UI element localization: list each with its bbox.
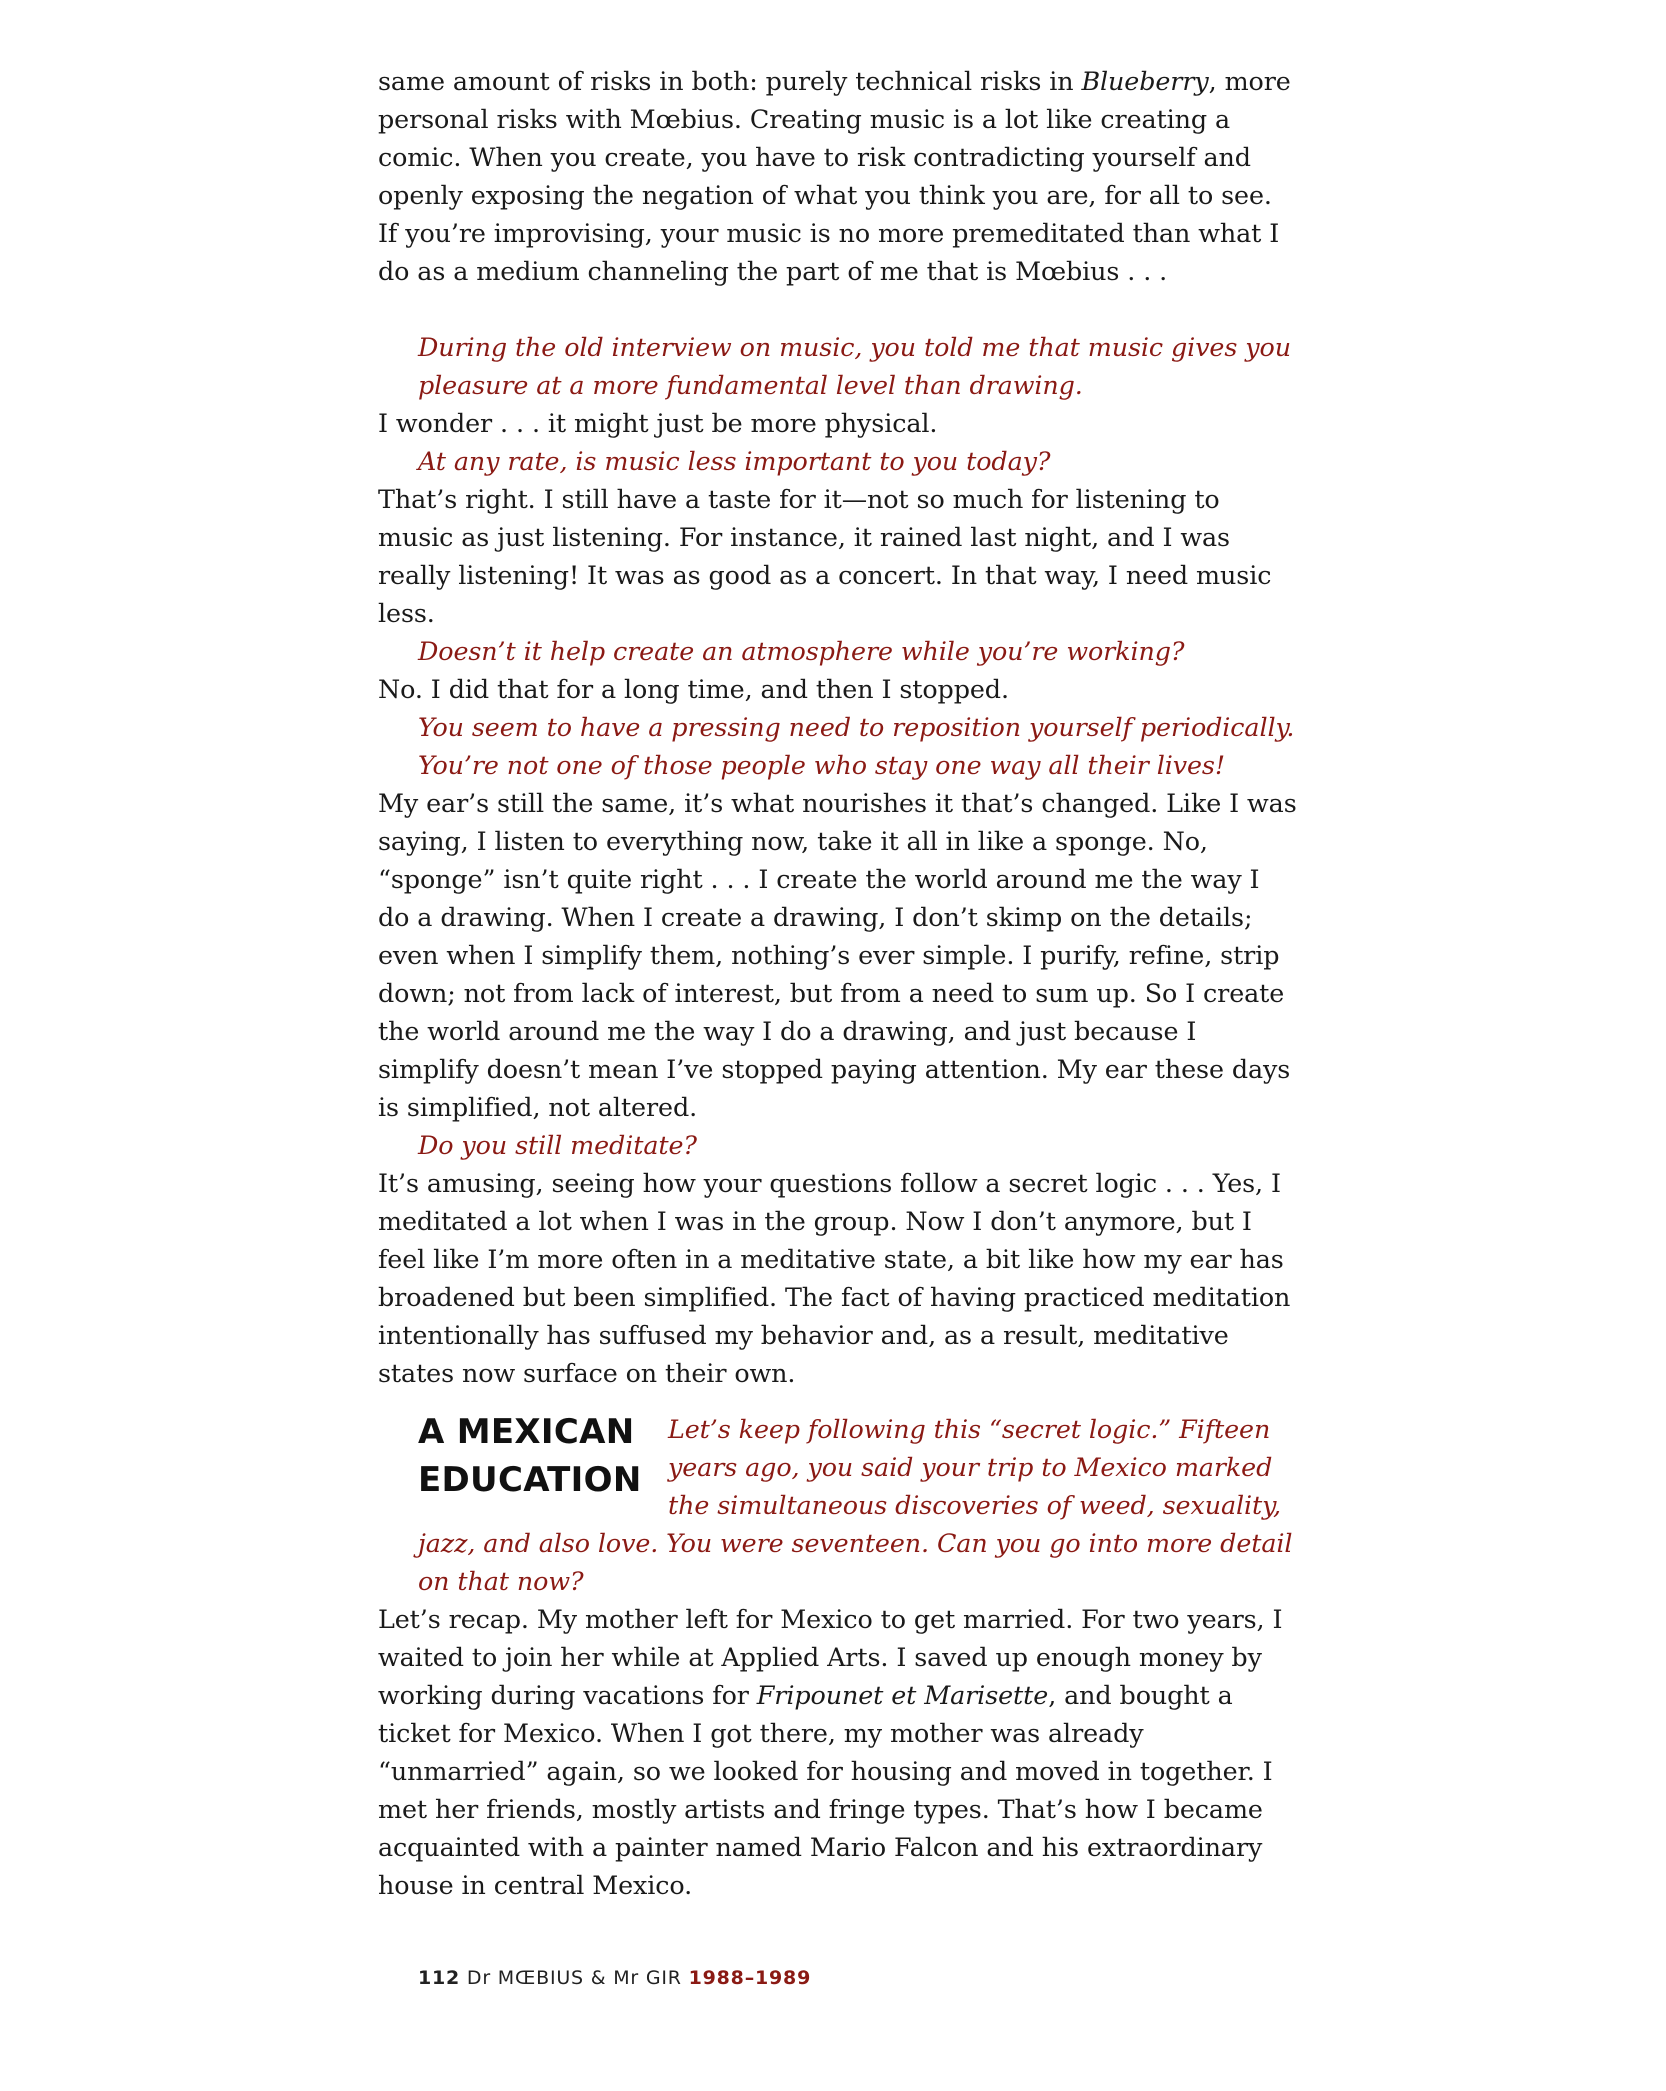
section-heading [418,1408,668,1504]
text: same amount of risks in both: purely technical risks in [378,66,1082,96]
page-number: 112 [418,1967,461,1989]
answer-5: It’s amusing, seeing how your questions follow a secret logic . . . Yes, I meditated a lot when I was in the group. Now I don’t anymore, but I feel like I’m more often in a meditative state, a bit like how my ear has broadened but been simplified. The fact of having practiced meditation intentionally has suffused my behavior and, as a result, meditative states now surface on their own. [378,1168,1291,1388]
question-3: Doesn’t it help create an atmosphere while you’re working? [418,636,1185,666]
text: , more personal risks with Mœbius. Creating music is a lot like creating a comic. When you create, you have to risk contradicting yourself and openly exposing the negation of what you think you are, for all to see. If you’re improvising, your music is no more premeditated than what I do as a medium channeling the part of me that is Mœbius . . . [378,66,1291,286]
answer-4: My ear’s still the same, it’s what nourishes it that’s changed. Like I was saying, I listen to everything now, take it all in like a sponge. No, “sponge” isn’t quite right . . . I create the world around me the way I do a drawing. When I create a drawing, I don’t skimp on the details; even when I simplify them, nothing’s ever simple. I purify, refine, strip down; not from lack of interest, but from a need to sum up. So I create the world around me the way I do a drawing, and just because I simplify doesn’t mean I’ve stopped paying attention. My ear these days is simplified, not altered. [378,788,1297,1122]
text: Let’s recap. My mother left for Mexico to get married. For two years, I waited to join her while at Applied Arts. I saved up enough money by working during vacations for [378,1604,1283,1710]
chapter-years: 1988–1989 [688,1967,812,1989]
spacer [378,290,1298,328]
answer-6 [378,1600,1298,1904]
title-blueberry: Blueberry [1081,66,1209,96]
question-5: Do you still meditate? [418,1130,697,1160]
answer-2: That’s right. I still have a taste for it—not so much for listening to music as just listening. For instance, it rained last night, and I was really listening! It was as good as a concert. In that way, I need music less. [378,484,1272,628]
title-fripounet: Fripounet et Marisette [756,1680,1049,1710]
section-mexican-education [378,1410,1298,1600]
section-heading-line2: EDUCATION [418,1460,642,1500]
answer-1: I wonder . . . it might just be more physical. [378,408,938,438]
section-heading-line1: A MEXICAN [418,1412,635,1452]
page-footer [418,1967,811,1989]
answer-3: No. I did that for a long time, and then I stopped. [378,674,1009,704]
question-4: You seem to have a pressing need to reposition yourself periodically. You’re not one of those people who stay one way all their lives! [418,712,1295,780]
book-title: Dr MŒBIUS & Mr GIR [466,1967,682,1989]
text: , and bought a ticket for Mexico. When I got there, my mother was already “unmarried” again, so we looked for housing and moved in together. I met her friends, mostly artists and fringe types. That’s how I became acquainted with a painter named Mario Falcon and his extraordinary house in central Mexico. [378,1680,1273,1900]
section-question: Let’s keep following this “secret logic.” Fifteen years ago, you said your trip to Mexico marked the simultaneous discoveries of weed, sexuality, jazz, and also love. You were seventeen. Can you go into more detail on that now? [418,1414,1293,1596]
question-2: At any rate, is music less important to you today? [418,446,1051,476]
question-1: During the old interview on music, you told me that music gives you pleasure at a more fundamental level than drawing. [418,332,1291,400]
paragraph-opening [378,62,1298,290]
page-body [378,62,1298,1904]
